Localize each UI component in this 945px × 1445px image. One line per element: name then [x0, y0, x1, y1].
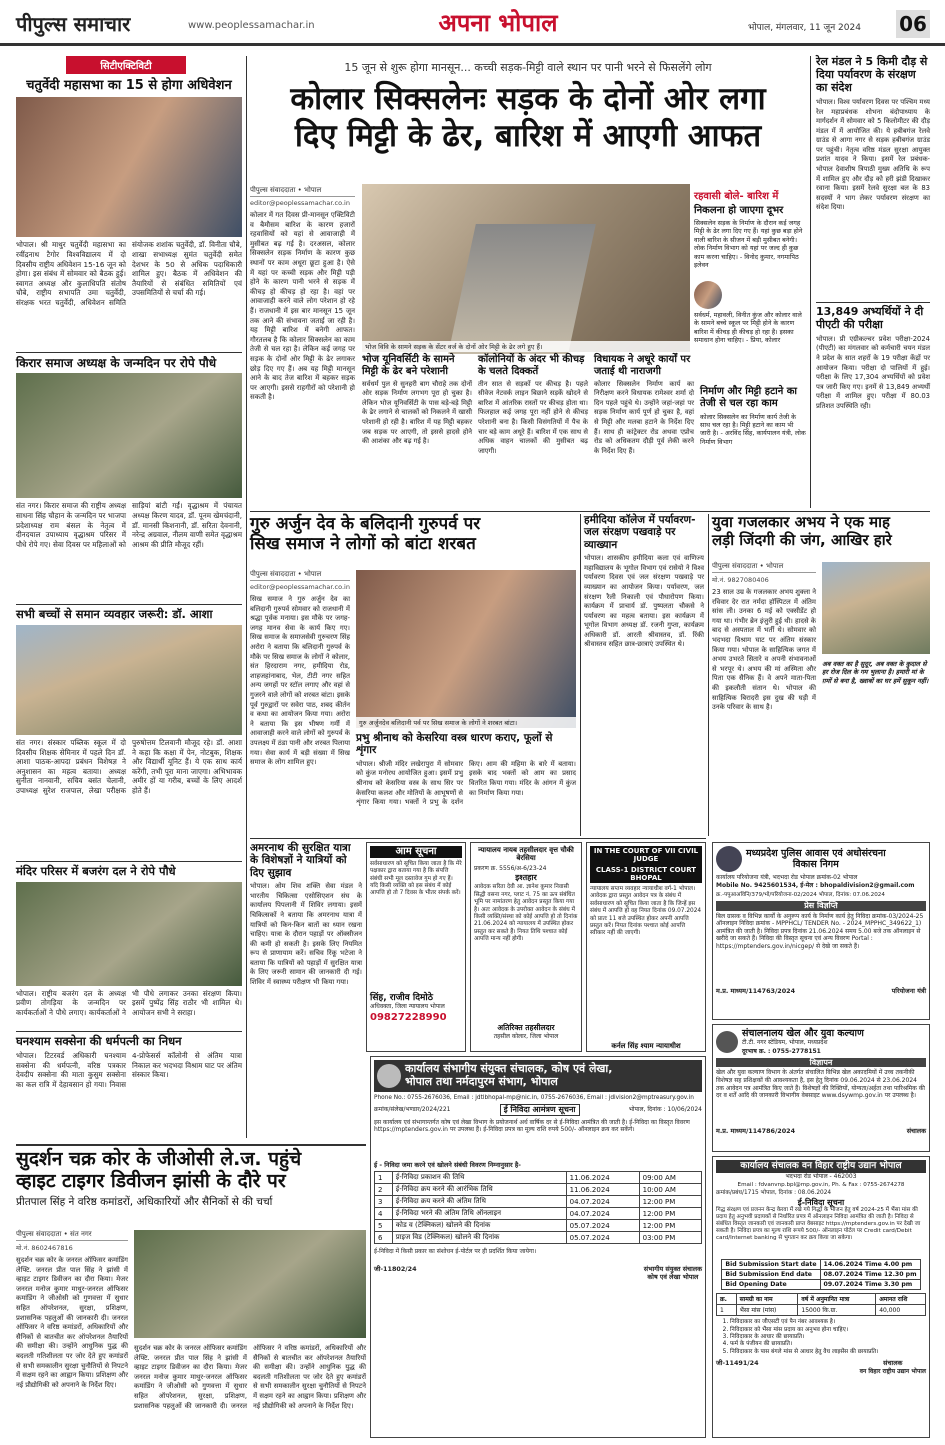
- left-column: [16, 56, 242, 1138]
- notice-footer: जी-11802/24: [374, 1264, 417, 1273]
- subhead: कॉलोनियों के अंदर भी कीचड़ के चलते दिक्कतें: [478, 354, 585, 377]
- notice-contact: Mobile No. 9425601534, ई-मेल : bhopaldivision2@gmail.com: [716, 882, 915, 890]
- table-row: [375, 1172, 702, 1184]
- byline: पीपुल्स संवाददाता • भोपाल: [250, 186, 355, 197]
- list-item: 4. फर्म के पंजीयन की छायाप्रति।: [730, 1341, 926, 1348]
- notice-title: संचालनालय खेल और युवा कल्याण: [742, 1028, 864, 1039]
- amarnath-story: [250, 842, 362, 1052]
- table-cell: 12:00 PM: [639, 1196, 701, 1208]
- list-item: 3. निविदाकार के आधार की छायाप्रति।: [730, 1334, 926, 1341]
- notice-contact: Email : fdvanvnp.bpl@mp.gov.in, Ph. & Fax : 0755-2674278: [737, 1182, 905, 1189]
- table-cell: 03:00 PM: [639, 1232, 701, 1244]
- notice-title: IN THE COURT OF VII CIVIL JUDGE: [590, 846, 702, 865]
- article-headline: युवा गजलकार अभय ने एक माह: [712, 513, 890, 531]
- table-cell: Bid Submission Start date: [722, 1260, 820, 1270]
- paper-url[interactable]: www.peoplessamachar.in: [188, 20, 315, 31]
- subhead: विधायक ने अधूरे कार्यों पर जताई थी नाराजगी: [594, 354, 691, 377]
- article-title: चतुर्वेदी महासभा का 15 से होगा अधिवेशन: [26, 78, 232, 93]
- table-cell: प्राइज विड (टेक्निकल) खोलने की दिनांक: [392, 1232, 566, 1244]
- notice-ref: क्र.-पपुआअविनि/379/भो/परियोजना-02/2024 भोपाल, दिनांक: 07.06.2024: [716, 891, 885, 898]
- advocate-address: अधिवक्ता, जिला न्यायालय भोपाल: [370, 1003, 445, 1011]
- table-cell: 1: [375, 1172, 393, 1184]
- article-body: भोपाल। विश्व पर्यावरण दिवस पर पश्चिम मध्य रेल महाप्रबंधक शोभना बंदोपाध्याय के मार्गदर्शन में सोमवार को 5 किलोमीटर की दौड़ मंडल में में आयोजित की। ये हबीबगंज रेलवे ग्राउंड से आगा नगर से सड़क हबीबगंज ग्राउंड पर पहुंची। नेतृत्व वरिष्ठ मंडल सुरक्षा आयुक्त प्रशांत यादव ने किया। इसमें रेल प्रबंधक-भोपाल देवाशीष त्रिपाठी मुख्य अतिथि के रूप में शामिल हुए और दौड़ को हरी झंडी दिखाकर रवाना किया। इसमें रेलवे सुरक्षा बल के 83 सदस्यों ने भाग लेकर पर्यावरण संरक्षण का संदेश दिया।: [816, 97, 930, 212]
- table-cell: भैंसा मांस (मांस): [736, 1305, 798, 1316]
- article-title: रेल मंडल ने 5 किमी दौड़ से दिया पर्यावरण के संरक्षण का संदेश: [816, 55, 928, 94]
- byline: पीपुल्स संवाददाता • भोपाल: [712, 562, 816, 573]
- list-item: 1. निविदाकार का जीएसटी एवं पैन नंबर आवश्यक है।: [730, 1319, 926, 1326]
- table-row: [375, 1208, 702, 1220]
- table-cell: 10:00 AM: [639, 1184, 701, 1196]
- sikh-story: [250, 514, 576, 836]
- notice-title: मध्यप्रदेश पुलिस आवास एवं अधोसंरचना: [746, 847, 886, 859]
- notice-body: आवेदक सरिता देवी आ. ज्ञानेश कुमार निवासी सिद्धी वसना नगर, प्लाट नं. 75 का ऊप संबंधित भूमि पर नामांतरण हेतु आवेदन प्रस्तुत किया गया है। अतः आवेदक के उपरोक्त आवेदन के संबंध में किसी व्यक्ति/संस्था को कोई आपत्ति हो तो दिनांक 21.06.2024 को न्यायालय में उपस्थित होकर प्रस्तुत कर सकते हैं। नियत तिथि पश्चात कोई आपत्ति मान्य नहीं होगी।: [474, 884, 578, 943]
- mobile: मो.नं. 8602467816: [16, 1244, 73, 1252]
- notice-address: भदभदा रोड भोपाल - 462003: [785, 1172, 857, 1180]
- byline: पीपुल्स संवाददाता • भोपाल: [250, 570, 350, 581]
- photo-caption: गुरु अर्जुनदेव बलिदानी पर्व पर सिख समाज के लोगों ने शरबत बांटा।: [356, 717, 576, 728]
- hamidia-story: [584, 514, 704, 814]
- notice-body: खेल और युवा कल्याण विभाग के अंतर्गत संचालित विभिन्न खेल अकादमियों में उच्च तकनीकी विशेषज्ञ सह प्रशिक्षकों की आवश्यकता है, इस हेतु दिनांक 09.06.2024 से 23.06.2024 तक आवेदन पत्र आमंत्रित किए जाते हैं। विशेषज्ञों की रिक्तियों, योग्यता/अर्हता तथा पारिश्रमिक की दर व शर्तें आदि की जानकारी विभागीय वेबसाइट www.dsywmp.gov.in पर उपलब्ध है।: [716, 1069, 925, 1100]
- quote: सर्वधर्म, महावली, विनीत कुंज और कोलार वाले के सामने बच्चे स्कूल पर मिट्टी होने के कारण बारिश में कीचड़ ही कीचड़ हो रहा है। इसका समाधान होना चाहिए। - प्रिया, कोलार: [694, 311, 802, 345]
- article-title: सभी बच्चों से समान व्यवहार जरूरी: डॉ. आशा: [16, 604, 242, 622]
- table-row: [375, 1196, 702, 1208]
- article-body: सुदर्शन चक्र कोर के जनरल ऑफिसर कमांडिंग लेफ्टि. जनरल प्रीत पाल सिंह ने झांसी में व्हाइट टाइगर डिवीजन का दौरा किया। मेजर जनरल मनोज कुमार माथुर-जनरल ऑफिसर कमांडिंग ने जीओसी को गुणवत्ता में सुधार सहित ऑपरेशनल, सुरक्षा, प्रशिक्षण, प्रशासनिक पहलुओं की जानकारी दी। जनरल ऑफिसर ने वरिष्ठ कमांडरों, अधिकारियों और सैनिकों से बातचीत कर ऑपरेशनल तैयारियों की समीक्षा की। उन्होंने आधुनिक युद्ध की बदलती गतिशीलता पर जोर देते हुए कमांडरों से सभी समकालीन सुरक्षा चुनौतियों से निपटने में सक्षम रहने का आह्वान किया। प्रशिक्षण और नई प्रौद्योगिकी को अपनाने के निर्देश दिए।: [134, 1344, 366, 1410]
- table-cell: Bid Submission End date: [722, 1270, 820, 1280]
- notice-signature: संभागीय संयुक्त संचालक: [643, 1264, 702, 1273]
- email[interactable]: editor@peoplessamachar.co.in: [250, 199, 350, 207]
- public-notice: [366, 842, 466, 1052]
- article-body: कोलार सिक्सलेन का निर्माण कार्य तेजी के साथ चल रहा है। मिट्टी हटाने का काम भी जारी है। - अरविंद सिंह, कार्यपालन यंत्री, लोक निर्माण विभाग: [700, 412, 806, 446]
- event-photo: [16, 625, 242, 735]
- article-kicker: प्रीतपाल सिंह ने वरिष्ठ कमांडरों, अधिकारियों और सैनिकों से की चर्चा: [16, 1195, 273, 1208]
- case-number: प्रकरण क्र. 5556/अ-6/23-24: [474, 864, 547, 872]
- notice-title: विकास निगम: [792, 859, 839, 870]
- notice-title: कार्यालय संभागीय संयुक्त संचालक, कोष एवं लेखा,: [405, 1062, 613, 1075]
- table-cell: 04.07.2024: [566, 1196, 639, 1208]
- residents-label: निकलना हो जाएगा दूभर: [694, 205, 784, 216]
- table-cell: 11.06.2024: [566, 1184, 639, 1196]
- notice-signature: अतिरिक्त तहसीलदार: [497, 1023, 555, 1033]
- lead-headline: दिए मिट्टी के ढेर, बारिश में आएगी आफत: [294, 117, 762, 154]
- list-item: 5. निविदाकार के पास बंगले मांस से आधार हेतु वैध लाइसेंस की छायाप्रति।: [730, 1349, 926, 1356]
- notice-label: ई निविदा आमंत्रण सूचना: [500, 1104, 580, 1115]
- list-item: 2. निविदाकार को भैंसा मांस प्रदाय का अनुभव होना चाहिए।: [730, 1327, 926, 1334]
- lead-headline: कोलार सिक्सलेनः सड़क के दोनों ओर लगा: [290, 81, 766, 117]
- article-body: संत नगर। किरार समाज की राष्ट्रीय अध्यक्ष साधना सिंह चौहान के जन्मदिन पर भाजपा प्रदेशाध्यक्ष राम बंसल के नेतृत्व में दीनदयाल उपाध्याय वृद्धाश्रम परिसर में पौधे रोपे गए। सेवा दिवस पर महिलाओं को साड़ियां बांटी गईं। वृद्धाश्रम में पंचायत अध्यक्ष किरण यादव, डॉ. पूनम खेमचंदानी, डॉ. मानसी किशनानी, डॉ. सरिता देवनानी, नरेन्द्र अग्रवाल, नीलम वाणी समेत वृद्धाश्रम आश्रम की प्रीति मौजूद रहीं।: [16, 501, 242, 549]
- table-cell: 4: [375, 1208, 393, 1220]
- vanvihar-notice: [712, 1156, 930, 1438]
- table-cell: 09:00 AM: [639, 1172, 701, 1184]
- conditions-list: [730, 1319, 926, 1356]
- notice-footer: म.प्र. माध्यम/114763/2024: [716, 986, 796, 995]
- notice-body: गिद्ध संरक्षण एवं प्रजनन केन्द्र केरवा में रखे गये गिद्धों के भोजन हेतु वर्ष 2024-25 में भैंसा मांस की प्रदाय हेतु अनुभवी प्रदायकों से निर्धारित प्रपत्र में ऑनलाइन निविदा आमंत्रित की जाती है। निविदा से संबंधित विस्तृत जानकारी एवं जानकारी प्राप्त वेबसाइट https://mptenders.gov.in पर देखी जा सकती है। निविदा प्रपत्र का मूल्य राशि रूपये 500/- ऑनलाइन पोर्टल पर Credit card/Debit card/Internet banking से भुगतान कर क्रय किया जा सकेगा।: [716, 1207, 921, 1242]
- subhead: निर्माण और मिट्टी हटाने का तेजी से चल रहा काम: [700, 386, 797, 409]
- police-notice: [712, 842, 930, 1020]
- table-cell: 08.07.2024 Time 12.30 pm: [820, 1270, 920, 1280]
- tender-table: [374, 1171, 702, 1244]
- treasury-notice: [370, 1056, 706, 1438]
- subhead: प्रभु श्रीनाथ को केसरिया वस्त्र धारण कराए, फूलों से शृंगार: [356, 732, 553, 757]
- table-header: वर्ष में अनुमानित मात्रा: [798, 1294, 876, 1305]
- table-cell: 11.06.2024: [566, 1172, 639, 1184]
- article-body: सुदर्शन चक्र कोर के जनरल ऑफिसर कमांडिंग लेफ्टि. जनरल प्रीत पाल सिंह ने झांसी में व्हाइट टाइगर डिवीजन का दौरा किया। मेजर जनरल मनोज कुमार माथुर-जनरल ऑफिसर कमांडिंग ने जीओसी को गुणवत्ता में सुधार सहित ऑपरेशनल, सुरक्षा, प्रशिक्षण, प्रशासनिक पहलुओं की जानकारी दी। जनरल ऑफिसर ने वरिष्ठ कमांडरों, अधिकारियों और सैनिकों से बातचीत कर ऑपरेशनल तैयारियों की समीक्षा की। उन्होंने आधुनिक युद्ध की बदलती गतिशीलता पर जोर देते हुए कमांडरों से सभी समकालीन सुरक्षा चुनौतियों से निपटने में सक्षम रहने का आह्वान किया। प्रशिक्षण और नई प्रौद्योगिकी को अपनाने के निर्देश दिए।: [16, 1256, 128, 1389]
- article-body: सर्वधर्म पुल से सुनहरी बाग चौराहे तक दोनों ओर सड़क निर्माण लगभग पूरा हो चुका है। लेकिन भोज यूनिवर्सिटी के पास बड़े-बड़े मिट्टी के ढेर लगाने से चालकों को निकलने में खासी परेशानी हो रही है। बारिश में यह मिट्टी बहकर जब सड़क पर आएगी, तो इससे हादसे होने की आशंका और बढ़ गई है।: [362, 379, 472, 446]
- lead-story: [250, 56, 806, 508]
- table-cell: ई-निविदा क्रय करने की आरंभिक तिथि: [392, 1184, 566, 1196]
- table-row: [722, 1270, 920, 1280]
- event-photo: [16, 882, 242, 986]
- notice-title: आम सूचना: [370, 846, 462, 858]
- table-caption: ई - निविदा जमा करने एवं खोलने संबंधी विवरण निम्नानुसार है-: [374, 1160, 521, 1169]
- notice-note: ई-निविदा में किसी प्रकार का संशोधन ई-पोर्टल पर ही प्रदर्शित किया जायेगा।: [374, 1248, 537, 1256]
- right-column: [816, 56, 930, 508]
- table-cell: 12:00 PM: [639, 1208, 701, 1220]
- court-notice: [470, 842, 582, 1052]
- notice-body: बिल ग्रासक व विभिन्न कार्यों के अनुरूप कार्य के निर्माण कार्य हेतु निविदा क्रमांक-03/2024-25 ऑनलाइन निविदा क्रमांक - MPPHCL/ TENDER No. - 2024_MPPHC_349622_1) आमंत्रित की जाती है। निविदा प्रपत्र दिनांक 21.06.2024 समय 5.00 बजे तक ऑनलाइन से खरीदे जा सकते हैं। निविदा की विस्तृत सूचना एवं अन्य विवरण Portal : https://mptenders.gov.in/nicgep/ से देखे जा सकते हैं।: [716, 912, 924, 951]
- event-photo: [16, 373, 242, 498]
- lead-kicker: 15 जून से शुरू होगा मानसून... कच्ची सड़क-मिट्टी वाले स्थान पर पानी भरने से फिसलेंगे लोग: [344, 61, 712, 74]
- quote: सिक्सलेन सड़क के निर्माण के दौरान कई जगह मिट्टी के ढेर लगा दिए गए हैं। यहां कुछ बड़ा होने वाली बारिश के सीजन में बड़ी मुसीबत बनेगी। लोक निर्माण विभाग को यहां पर जल्द ही कुछ काम करना चाहिए। - विनोद कुमार, नगमापिठ इलेवन: [694, 219, 803, 270]
- mobile: मो.नं. 9827080406: [712, 576, 769, 584]
- section-title: अपना भोपाल: [438, 9, 558, 37]
- table-cell: 2: [375, 1184, 393, 1196]
- page-number: 06: [896, 10, 930, 38]
- resident-photo: [694, 281, 722, 309]
- paper-logo: पीपुल्स समाचार: [16, 12, 131, 36]
- table-cell: 09.07.2024 Time 3.30 pm: [820, 1280, 920, 1290]
- table-cell: Bid Opening Date: [722, 1280, 820, 1290]
- table-header: सामग्री का नाम: [736, 1294, 798, 1305]
- sports-notice: [712, 1024, 930, 1152]
- article-title: हमीदिया कॉलेज में पर्यावरण-जल संरक्षण पखवाड़े पर व्याख्यान: [584, 514, 696, 551]
- notice-signature-office: तहसील कोलार, जिला भोपाल: [493, 1033, 559, 1041]
- table-cell: ई-निविदा प्रकाशन की तिथि: [392, 1172, 566, 1184]
- table-cell: ई-निविदा क्रय करने की अंतिम तिथि: [392, 1196, 566, 1208]
- notice-title: कार्यालय संचालक वन विहार राष्ट्रीय उद्यान भोपाल: [716, 1160, 926, 1173]
- article-headline: सिख समाज ने लोगों को बांटा शरबत: [250, 534, 476, 555]
- notice-ref: क्रमांक/संलेख/भण्डार/2024/221: [374, 1105, 451, 1113]
- sudarshan-story: [16, 1148, 366, 1438]
- army-photo: [134, 1230, 366, 1338]
- poem: अब वक्त का है सुदूर, अब वक्त के कुदाल से हर रोज दिल के गम भुलाना है। हमारी मां के ग़मों से बना है, ख्वाबों का घर हमें सुकून नहीं।: [822, 660, 929, 685]
- notice-label: विज्ञापन: [716, 1058, 926, 1067]
- city-activity-tag: सिटीएक्टिविटी: [66, 56, 186, 74]
- article-title: किरार समाज अध्यक्ष के जन्मदिन पर रोपे पौधे: [16, 352, 242, 370]
- notice-signature: संचालक: [906, 1127, 926, 1136]
- notice-body: सर्वसाधारण को सूचित किया जाता है कि मेरे पक्षकार द्वारा बताया गया है कि संपत्ति संबंधी सभी मूल दस्तावेज गुम हो गए हैं। यदि किसी व्यक्ति को इस संबंध में कोई आपत्ति हो तो 7 दिवस के भीतर संपर्क करें।: [370, 860, 462, 897]
- mp-emblem-icon: [377, 1064, 401, 1088]
- advocate-phone: 09827228990: [370, 1011, 447, 1023]
- notice-address: कार्यालय परियोजना यंत्री, भदभदा रोड भोपाल क्रमांक-02 भोपाल: [716, 874, 858, 881]
- table-cell: 14.06.2024 Time 4.00 pm: [820, 1260, 920, 1270]
- table-cell: 12:00 PM: [639, 1220, 701, 1232]
- ghazal-story: [712, 514, 930, 836]
- notice-signature: कर्नल सिंह श्याम न्यायाधीश: [611, 1042, 681, 1050]
- notice-title: CLASS-1 DISTRICT COURT BHOPAL: [590, 865, 702, 884]
- table-cell: 3: [375, 1196, 393, 1208]
- article-body: भोपाल। राष्ट्रीय बजरंग दल के अध्यक्ष प्रवीण तोगड़िया के जन्मदिन पर कार्यकर्ताओं ने पौधे लगाए। कार्यकर्ताओं ने भी पौधे लगाकर उनका संरक्षण किया। इसमें पुष्पेंद्र सिंह राठौर भी शामिल थे। आयोजन सभी ने सराहा।: [16, 988, 242, 1017]
- notice-signature: संचालक: [883, 1359, 903, 1368]
- notice-signature: परियोजना यंत्री: [891, 986, 926, 995]
- police-emblem-icon: [716, 846, 742, 872]
- article-body: 23 साल उम्र के गजलकार अभय शुक्ला ने रविवार देर रात नर्मदा हॉस्पिटल में अंतिम सांस ली। उनका 6 मई को एक्सीडेंट हो गया था। गंभीर ब्रेन इंजुरी हुई थी। हादसे के बाद से अस्पताल में भर्ती थे। सोमवार को भदभदा विश्राम घाट पर अंतिम संस्कार किया गया। भोपाल के साहित्यिक जगत में अभय उभरते सितारे व अपनी संभावनाओं से भरपूर थे। अभय की मां अस्मिता और पिता एक सैनिक हैं। वे अपने माता-पिता की इकलौती संतान थे। भोपाल की साहित्यिक बिरादरी इस दुख की घड़ी में उनके परिवार के साथ है।: [712, 588, 816, 712]
- table-row: [375, 1184, 702, 1196]
- advocate-name: सिंह, राजीव दिमोठे: [370, 992, 433, 1003]
- table-row: [722, 1280, 920, 1290]
- notice-footer: जी-11491/24: [716, 1359, 759, 1368]
- article-title: अमरनाथ की सुरक्षित यात्रा के विशेषज्ञों ने यात्रियों को दिए सुझाव: [250, 842, 351, 879]
- notice-signature-office: वन विहार राष्ट्रीय उद्यान भोपाल: [859, 1367, 926, 1375]
- sikh-photo: [356, 570, 576, 728]
- table-row: [375, 1220, 702, 1232]
- table-cell: 6: [375, 1232, 393, 1244]
- event-photo: [16, 97, 242, 237]
- article-title: 13,849 अभ्यर्थियों ने दी पीएटी की परीक्षा: [816, 302, 930, 332]
- notice-label: इश्तहार: [515, 872, 537, 882]
- notice-label: प्रेस विज्ञप्ति: [716, 901, 926, 910]
- table-cell: ई-निविदा भरने की अंतिम तिथि ऑनलाइन: [392, 1208, 566, 1220]
- residents-label: रहवासी बोले- बारिश में: [694, 191, 779, 202]
- notice-address: टी.टी. नगर स्टेडियम, भोपाल, मध्यप्रदेश: [742, 1039, 828, 1047]
- article-headline: गुरु अर्जुन देव के बलिदानी गुरुपर्व पर: [250, 514, 481, 534]
- article-body: सिख समाज ने गुरु अर्जुन देव का बलिदानी गुरुपर्व सोमवार को राजधानी में श्रद्धा पूर्वक मनाया। इस मौके पर जगह-जगह मानव सेवा के कार्य किए गए। सिख समाज के समाजसेवी गुरुचरण सिंह अरोरा ने बताया कि बलिदानी गुरुपर्व के मौके पर सिख समाज के लोगों ने कोलार, संत हिरदाराम नगर, हमीदिया रोड, शाहजहांनाबाद, भेल, टीटी नगर सहित अन्य जगहों पर स्टॉल लगाए और वहां से गुजरने वाले लोगों को शरबत बांटा। इसके पूर्व गुरुद्वारों पर सवेरा पाठ, शबद कीर्तन व कथा का आयोजन किया गया। अरोरा ने बताया कि इस भीषण गर्मी में आवाजाही करने वाले लोगों को गुरुपर्व के उपलक्ष्य में ठंडा पानी और शरबत पिलाया गया। सेवा कार्य में बड़ी संख्या में सिख समाज के लोग शामिल हुए।: [250, 595, 350, 767]
- notice-body: न्यायालय सप्तम व्यवहार न्यायाधीश वर्ग-1 भोपाल। आवेदक द्वारा प्रस्तुत आवेदन पत्र के संबंध में सर्वसाधारण को सूचित किया जाता है कि जिन्हें इस संबंध में आपत्ति हो वह नियत दिनांक 09.07.2024 को प्रातः 11 बजे उपस्थित होकर अपनी आपत्ति प्रस्तुत करें। नियत दिनांक पश्चात कोई आपत्ति स्वीकार नहीं की जाएगी।: [590, 886, 702, 937]
- subhead: भोज यूनिवर्सिटी के सामने मिट्टी के ढेर बने परेशानी: [362, 354, 455, 377]
- table-header: अमानत राशि: [876, 1294, 926, 1305]
- material-table: [716, 1293, 926, 1316]
- table-row: [375, 1232, 702, 1244]
- notice-signature-office: कोष एवं लेखा भोपाल: [647, 1273, 699, 1281]
- article-body: भोपाल। श्रीजी मंदिर लखेरापुरा में सोमवार को कुंज मनोरथ आयोजित हुआ। इसमें प्रभु श्रीनाथ को केसरिया वस्त्र के साथ सिर पर केसरिया कलश और मोतियों के आभूषणों से शृंगार किया गया। भक्तों ने प्रभु के दर्शन किए। आम की महिमा के बारे में बताया। इसके बाद भक्तों को आम का प्रसाद वितरित किया गया। मंदिर के आंगन में कुंज का निर्माण किया गया।: [356, 759, 576, 807]
- article-body: भोपाल। ओम शिव शक्ति सेवा मंडल ने भारतीय चिकित्सा एसोसिएशन संघ के कार्यालय पिपलानी में शिविर लगाया। इसमें चिकित्सकों ने बताया कि अमरनाथ यात्रा में यात्रियों को किन-किन बातों का ध्यान रखना चाहिए। यात्रा के दौरान पहाड़ों पर ऑक्सीजन की कमी हो सकती है। इसके लिए नियमित रूप से प्राणायाम करें। सचिव रिंकू भटेजा ने बताया कि यात्रियों को पहाड़ों में सुरक्षित यात्रा के लिए जरूरी सामान की जानकारी दी गई। शिविर में स्वास्थ्य परीक्षण भी किया गया।: [250, 882, 362, 987]
- table-header: क्र.: [717, 1294, 737, 1305]
- notice-footer: म.प्र. माध्यम/114786/2024: [716, 1127, 796, 1136]
- byline: पीपुल्स संवाददाता • संत नगर: [16, 1230, 128, 1241]
- court-notice: [586, 842, 706, 1052]
- article-headline: सुदर्शन चक्र कोर के जीओसी ले.ज. पहुंचे: [16, 1148, 302, 1170]
- table-cell: कोड व (टेक्निकल) खोलने की दिनांक: [392, 1220, 566, 1232]
- article-title: मंदिर परिसर में बजरंग दल ने रोपे पौधे: [16, 861, 242, 879]
- article-body: कोलार सिक्सलेन निर्माण कार्य का निरीक्षण करने विधायक रामेश्वर शर्मा दो दिन पहले पहुंचे थे। उन्होंने जहां-जहां पर सड़क निर्माण कार्य पूर्ण हो चुका है, वहां से मिट्टी और मलबा हटाने के निर्देश दिए हैं। साथ ही कांट्रेक्टर रोड अथवा एप्रोच रोड को अधिकतम दौड़ी पूर्व लेकी करने के निर्देश दिए हैं।: [594, 379, 694, 455]
- article-headline: व्हाइट टाइगर डिवीजन झांसी के दौरे पर: [16, 1170, 286, 1193]
- article-body: कोलार में गत दिवस प्री-मानसून एक्टिविटी व बैमौसम बारिश के कारण हजारों रहवासियों को यहां से आवाजाही में मुसीबत बढ़ गई है। दरअसल, कोलार सिक्सलेन सड़क निर्माण के कारण कुछ स्थानों पर काम अधूरा छूटा हुआ है। ऐसे में यहां पर कच्ची सड़क और मिट्टी पड़ी होने के कारण पानी भरने से सड़क में कीचड़ हो कीचड़ हो रहा है। वहां पर आवाजाही करने वाले लोग परेशान हो रहे हैं। राजधानी में इस बार मानसून 15 जून तक आने की संभावना जताई जा रही है। यह मिट्टी बारिश में बनेगी आफत। गौरतलब है कि कोलार सिक्सलेन का काम तेजी से चल रहा है। लेकिन कई जगह पर सड़क के दोनों ओर मिट्टी के ढेर लगाकर छोड़ दिए गए हैं। अब यह मिट्टी मानसून आने के बाद तेज बारिश में बहकर सड़क पर आएगी। इससे राहगीरों को परेशानी हो सकती है।: [250, 211, 355, 402]
- portrait-photo: [822, 562, 930, 654]
- article-headline: लड़ी जिंदगी की जंग, आखिर हारे: [712, 530, 892, 549]
- article-body: भोपाल। टिटरवर्ड अधिकारी घनश्याम सक्सेना की धर्मपत्नी, वरिष्ठ पत्रकार देवदीप सक्सेना की माता कुसुम सक्सेना का कल रात्रि में देहावसान हो गया। निवास 4-प्रोफेसर्स कॉलोनी से अंतिम यात्रा निकाल कर भदभदा विश्राम घाट पर अंतिम संस्कार किया।: [16, 1051, 242, 1089]
- notice-contact: Phone No.: 0755-2676036, Email : jdtlbhopal-mp@nic.in, 0755-2676036, Email : jdivision2@mptreasury.gov.in: [374, 1094, 694, 1101]
- table-cell: 05.07.2024: [566, 1220, 639, 1232]
- dateline: भोपाल, मंगलवार, 11 जून 2024: [748, 23, 861, 33]
- table-cell: 05.07.2024: [566, 1232, 639, 1244]
- notice-body: इस कार्यालय एवं संभागान्तर्गत कोष एवं लेखा विभाग के प्रयोजनार्थ अर्ध वार्षिक दर से ई-निविदा आमंत्रित की जाती है। ई-निविदा का विस्तृत विवरण https://mptenders.gov.in पर उपलब्ध हैं। ई-निविदा प्रपत्र का मूल्य राशि रुपये 500/- ऑनलाइन क्रय कर सकेंगे।: [374, 1118, 690, 1134]
- bid-dates-table: [721, 1259, 920, 1290]
- email[interactable]: editor@peoplessamachar.co.in: [250, 583, 350, 591]
- notice-date: भोपाल, दिनांक : 10/06/2024: [628, 1105, 702, 1113]
- article-title: घनश्याम सक्सेना की धर्मपत्नी का निधन: [16, 1031, 242, 1049]
- mp-emblem-icon: [716, 1031, 738, 1053]
- article-body: भोपाल। प्री एग्रीकल्चर प्रवेश परीक्षा-2024 (पीएटी) का मंगलवार को कर्मचारी चयन मंडल ने प्रदेश के सात शहरों के 19 परीक्षा केंद्रों पर आयोजन किया। परीक्षा दो पालियों में हुई। परीक्षा के लिए 17,304 अभ्यर्थियों को प्रवेश पत्र जारी किए गए। इनमें से 13,849 अभ्यर्थी परीक्षा में शामिल हुए। परीक्षा में 80.03 प्रतिशत उपस्थिति रही।: [816, 334, 930, 410]
- article-body: संत नगर। संस्कार पब्लिक स्कूल में दो दिवसीय शिक्षक सेमिनार में पहले दिन डॉ. आशा पाठक-आपदा प्रबंधन विशेषज्ञ ने अनुशासन का महत्व बताया। अध्यक्ष सुनीता नानवानी, सचिव बसंत चेलानी, उपाध्यक्ष सुरेश राजपाल, लेखा परीक्षक पुरुषोत्तम टिलवानी मौजूद रहे। डॉ. आशा ने कहा कि कक्षा में पेन, नोटबुक, शिक्षक और विद्यार्थी यूनिट हैं। ये एक साथ कार्य करेंगी, तभी पूरा माना जाएगा। अभिभावक अमीर हों या गरीब, बच्चों के लिए आदर्श होते हैं।: [16, 738, 242, 796]
- article-body: भोपाल। श्री माथुर चतुर्वेदी महासभा का रवींद्रनाथ टैगोर विश्वविद्यालय में दो दिवसीय राष्ट्रीय अधिवेशन 15-16 जून को होगा। इस संबंध में सोमवार को बैठक हुई। स्वागत अध्यक्ष और कुलाधिपति संतोष चौबे, राष्ट्रीय सभापति उमा चतुर्वेदी, संरक्षक भरत चतुर्वेदी, अधिवेशन समिति संयोजक शशांक चतुर्वेदी, डॉ. विनीता चौबे, शाखा सभाध्यक्ष सुमंत चतुर्वेदी समेत देशभर के 50 से अधिक पदाधिकारी शामिल हुए। बैठक में अधिवेशन की तैयारियों से संबंधित समितियों एवं उपसमितियों से चर्चा की गई।: [16, 240, 242, 307]
- article-body: तीन सात से सड़कों पर कीचड़ है। पहले सीवेज नेटवर्क लाइन बिछाने सड़कें खोदने से बारिश में आंतरिक रास्तों पर कीचड़ होता था। फिलहाल कई जगह पूरा नहीं होने से कीचड़ परेशानी बना है। किसी विसंगतियों में पैच के चार बड़े काम अधूरे हैं। बारिश में एक साथ से अधिक वाहन चालकों की मुसीबत बढ़ जाएगी।: [478, 379, 588, 455]
- notice-ref: क्रमांक/प्रबंध/1715 भोपाल, दिनांक : 08.06.2024: [716, 1190, 832, 1197]
- table-cell: 1: [717, 1305, 737, 1316]
- notice-title: भोपाल तथा नर्मदापुरम संभाग, भोपाल: [405, 1074, 558, 1088]
- table-cell: 15000 कि.ग्रा.: [798, 1305, 876, 1316]
- table-cell: 5: [375, 1220, 393, 1232]
- notice-label: ई-निविदा सूचना: [797, 1197, 845, 1207]
- notice-title: न्यायालय नायब तहसीलदार वृत्त चौकी बेरसिया: [478, 846, 574, 863]
- table-row: [722, 1260, 920, 1270]
- table-cell: 40,000: [876, 1305, 926, 1316]
- table-cell: 04.07.2024: [566, 1208, 639, 1220]
- photo-caption: भोज विवि के सामने सड़क के सेंटर वर्ज के दोनों ओर मिट्टी के ढेर लगे हुए हैं।: [362, 341, 690, 352]
- article-body: भोपाल। शासकीय हमीदिया कला एवं वाणिज्य महाविद्यालय के भूगोल विभाग एवं रासेयो ने विश्व पर्यावरण दिवस एवं जल संरक्षण पखवाड़े पर व्याख्यान का आयोजन किया। पर्यावरण, जल संरक्षण रैली निकाली एवं पौधारोपण किया। कार्यक्रम में प्राचार्य डॉ. पुष्पलता चौकसे ने पर्यावरण का महत्व बताया। इस कार्यक्रम में भूगोल विभाग अध्यक्ष डॉ. रजनी गुप्ता, कार्यक्रम अधिकारी डॉ. आरती श्रीवास्तव, डॉ. रिंकी श्रीवास्तव सहित छात्र-छात्राएं उपस्थित थे।: [584, 554, 704, 649]
- masthead: [0, 0, 945, 46]
- lead-photo: [362, 184, 690, 352]
- notice-phone: दूरभाष क्र. : 0755-2778151: [742, 1047, 821, 1055]
